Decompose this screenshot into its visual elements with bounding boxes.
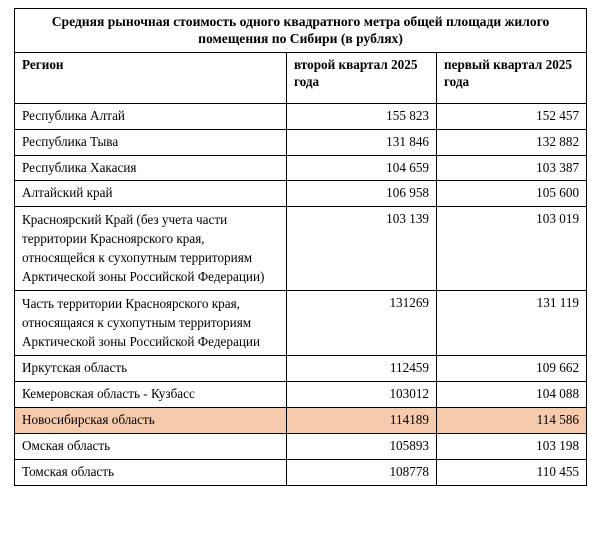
cell-q1-value: 132 882 (437, 129, 587, 155)
table-row (15, 129, 587, 155)
cell-q2-value: 103012 (287, 382, 437, 408)
cell-q2-value: 114189 (287, 408, 437, 434)
cell-region: Республика Алтай (15, 103, 287, 129)
title-row (15, 9, 587, 53)
cell-region: Красноярский Край (без учета части территории Красноярского края, относящейся к сухопутным территориям Арктической зоны Российской Федерации) (15, 207, 287, 291)
table-row (15, 207, 587, 291)
cell-q1-value: 105 600 (437, 181, 587, 207)
table-row (15, 155, 587, 181)
table-row (15, 291, 587, 356)
cell-q2-value: 131269 (287, 291, 437, 356)
cell-q2-value: 155 823 (287, 103, 437, 129)
table-row (15, 434, 587, 460)
cell-region: Республика Хакасия (15, 155, 287, 181)
cell-q1-value: 103 019 (437, 207, 587, 291)
cell-q1-value: 114 586 (437, 408, 587, 434)
housing-price-table (14, 8, 587, 486)
table-row (15, 460, 587, 486)
cell-region: Томская область (15, 460, 287, 486)
table-row (15, 103, 587, 129)
cell-q2-value: 104 659 (287, 155, 437, 181)
table-body (15, 9, 587, 486)
cell-q2-value: 108778 (287, 460, 437, 486)
cell-q1-value: 152 457 (437, 103, 587, 129)
cell-q1-value: 104 088 (437, 382, 587, 408)
cell-q2-value: 131 846 (287, 129, 437, 155)
table-title: Средняя рыночная стоимость одного квадратного метра общей площади жилого помещения по Сибири (в рублях) (15, 9, 587, 53)
cell-region: Иркутская область (15, 356, 287, 382)
cell-q2-value: 103 139 (287, 207, 437, 291)
cell-q1-value: 103 387 (437, 155, 587, 181)
cell-q1-value: 110 455 (437, 460, 587, 486)
cell-region: Алтайский край (15, 181, 287, 207)
cell-region: Новосибирская область (15, 408, 287, 434)
cell-region: Часть территории Красноярского края, относящаяся к сухопутным территориям Арктической зоны Российской Федерации (15, 291, 287, 356)
cell-region: Республика Тыва (15, 129, 287, 155)
cell-q1-value: 103 198 (437, 434, 587, 460)
column-header-region: Регион (15, 52, 287, 103)
column-header-q1: первый квартал 2025 года (437, 52, 587, 103)
column-header-q2: второй квартал 2025 года (287, 52, 437, 103)
cell-q2-value: 112459 (287, 356, 437, 382)
cell-q2-value: 106 958 (287, 181, 437, 207)
table-row (15, 356, 587, 382)
table-row (15, 408, 587, 434)
cell-q1-value: 109 662 (437, 356, 587, 382)
cell-region: Омская область (15, 434, 287, 460)
table-row (15, 181, 587, 207)
cell-region: Кемеровская область - Кузбасс (15, 382, 287, 408)
header-row (15, 52, 587, 103)
table-row (15, 382, 587, 408)
cell-q1-value: 131 119 (437, 291, 587, 356)
cell-q2-value: 105893 (287, 434, 437, 460)
